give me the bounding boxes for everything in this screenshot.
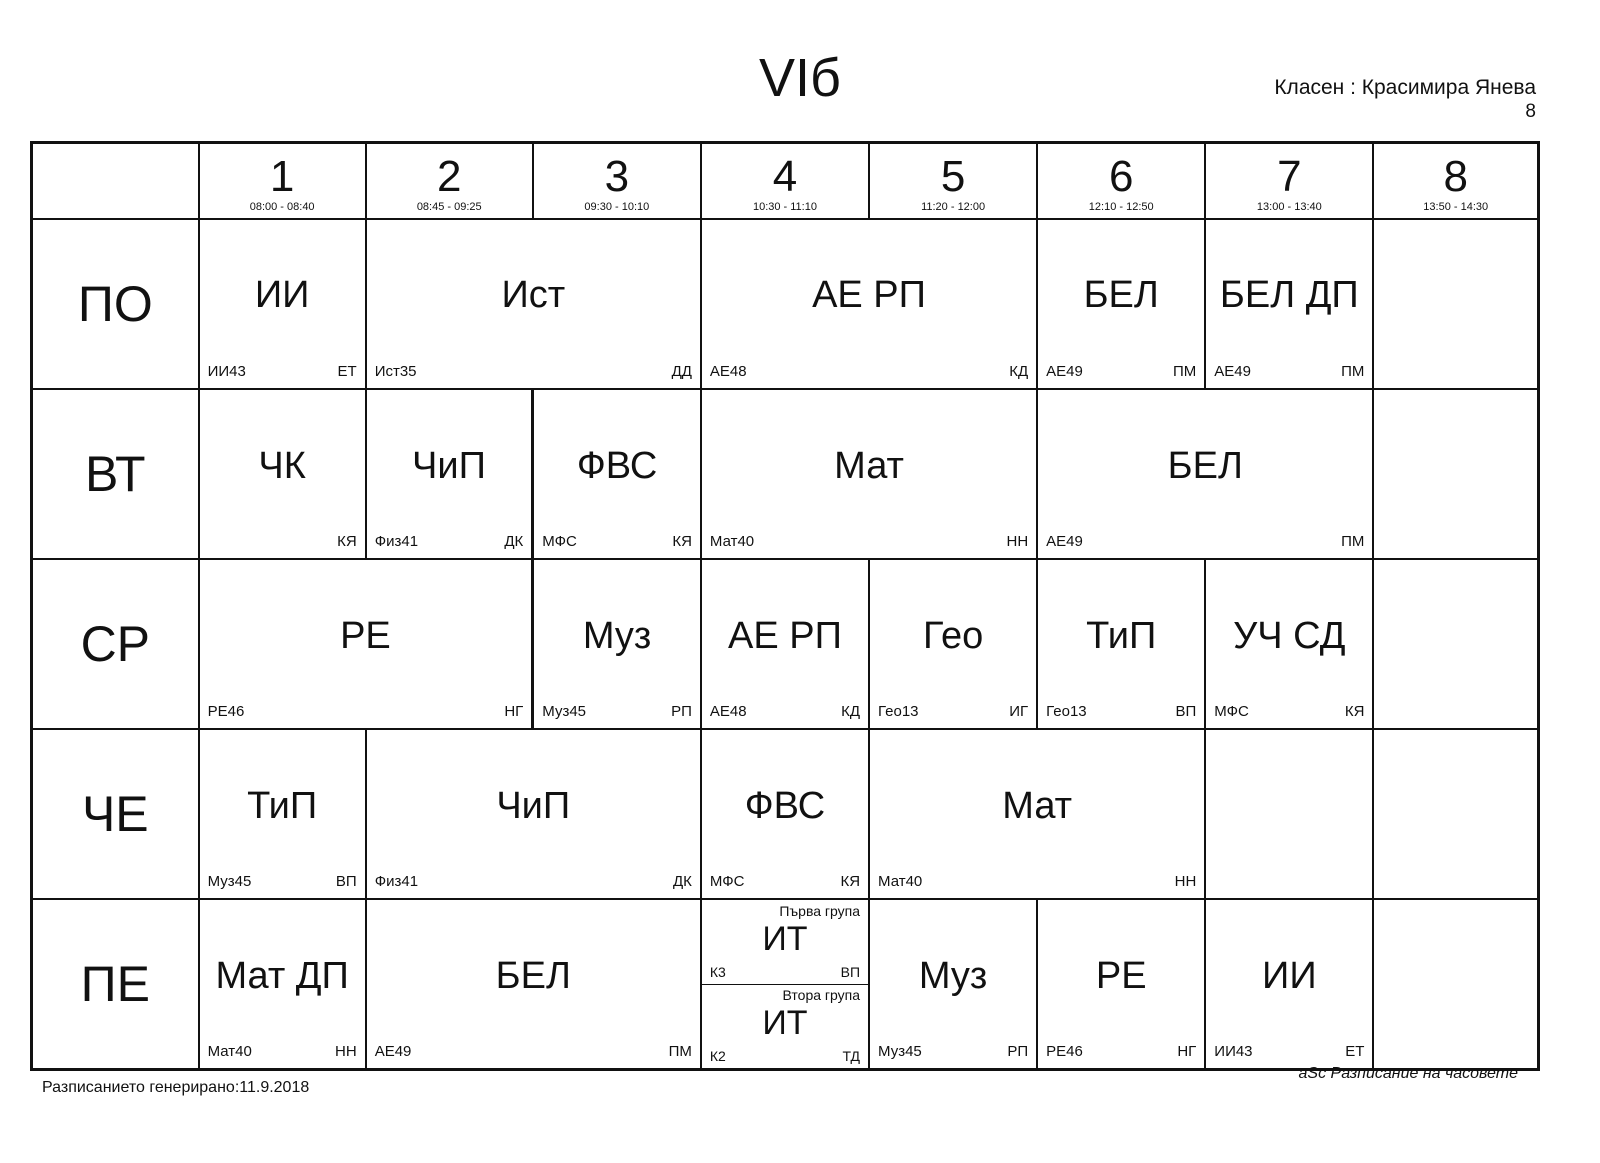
lesson-subject: ЧК [258, 444, 306, 487]
period-number: 2 [436, 152, 462, 202]
period-number: 4 [772, 152, 798, 202]
period-time: 09:30 - 10:10 [584, 201, 650, 214]
lesson-subject: Гео [922, 614, 984, 657]
day-row-monday [32, 219, 1539, 389]
period-time: 11:20 - 12:00 [921, 201, 986, 214]
day-row-thursday [32, 729, 1539, 899]
lesson-room: Физ41 [374, 873, 419, 891]
lesson-subject: УЧ СД [1233, 614, 1346, 657]
lesson-room: АЕ48 [709, 703, 747, 721]
lesson-room: Мат40 [709, 533, 755, 551]
lesson-room: Гео13 [1046, 703, 1087, 721]
day-row-tuesday [32, 389, 1539, 559]
lesson-cell [1205, 219, 1373, 389]
empty-cell [1373, 899, 1538, 1069]
day-label: ЧЕ [81, 786, 149, 843]
period-time: 13:50 - 14:30 [1423, 201, 1489, 214]
lesson-cell [1037, 389, 1373, 559]
day-row-friday [32, 899, 1539, 1069]
lesson-subject: ИИ [1262, 954, 1317, 997]
lesson-room: АЕ48 [709, 363, 747, 380]
period-header [533, 143, 701, 219]
lesson-cell [199, 389, 366, 559]
day-label: ПО [77, 275, 153, 332]
lesson-subject: РЕ [1095, 954, 1147, 997]
lesson-room: Физ41 [374, 533, 419, 551]
lesson-subject: АЕ РП [728, 614, 842, 657]
lesson-teacher: КЯ [840, 873, 861, 891]
period-number: 3 [604, 152, 630, 202]
group-half-second [702, 984, 868, 1068]
period-header [366, 143, 533, 219]
period-header [199, 143, 366, 219]
lesson-room: МФС [542, 533, 577, 551]
day-label-cell [32, 729, 199, 899]
day-label: ВТ [85, 446, 146, 503]
lesson-subject: Мат [834, 444, 904, 487]
lesson-teacher: ВП [840, 964, 861, 981]
lesson-teacher: ПМ [1173, 363, 1197, 380]
lesson-teacher: НН [1174, 873, 1197, 891]
lesson-teacher: ДД [671, 363, 692, 380]
lesson-subject: БЕЛ [1083, 274, 1159, 317]
generated-date: Разписанието генерирано:11.9.2018 [42, 1079, 310, 1096]
lesson-room: Мат40 [207, 1043, 252, 1060]
lesson-subject: Ист [501, 274, 566, 317]
lesson-room: АЕ49 [374, 1043, 412, 1060]
lesson-cell [366, 729, 701, 899]
period-time: 08:45 - 09:25 [416, 201, 482, 214]
day-label-cell [32, 899, 199, 1069]
lesson-room: Гео13 [878, 703, 919, 721]
lesson-subject: Мат [1002, 784, 1073, 827]
lesson-teacher: ЕТ [1345, 1043, 1365, 1060]
period-header [701, 143, 869, 219]
lesson-cell [199, 729, 366, 899]
lesson-room: АЕ49 [1046, 363, 1083, 380]
lesson-teacher: ПМ [1341, 533, 1365, 551]
lesson-room: ИИ43 [1214, 1043, 1253, 1060]
period-number: 7 [1277, 152, 1302, 202]
lesson-teacher: НН [335, 1043, 357, 1060]
lesson-teacher: КД [1009, 363, 1029, 380]
lesson-cell [701, 559, 869, 729]
lesson-subject: Мат ДП [215, 954, 349, 997]
lesson-room: ИИ43 [207, 363, 246, 380]
lesson-teacher: ПМ [1341, 363, 1365, 380]
lesson-teacher: ЕТ [337, 363, 357, 380]
period-number: 6 [1108, 152, 1134, 202]
period-header-row [32, 143, 1539, 219]
class-teacher: Класен : Красимира Янева [1274, 76, 1536, 99]
lesson-subject: АЕ РП [812, 274, 926, 317]
lesson-room: Муз45 [542, 703, 587, 721]
lesson-cell [701, 219, 1037, 389]
day-label: СР [80, 616, 151, 673]
period-time: 12:10 - 12:50 [1088, 201, 1154, 214]
lesson-teacher: ВП [335, 873, 357, 891]
lesson-teacher: КЯ [337, 533, 357, 551]
group-label: Първа група [779, 903, 861, 920]
lesson-room: Муз45 [878, 1043, 922, 1060]
lesson-subject: БЕЛ ДП [1219, 274, 1359, 317]
lesson-teacher: РП [1007, 1043, 1029, 1060]
period-header [1037, 143, 1205, 219]
lesson-subject: ИТ [762, 1004, 808, 1043]
empty-cell [1373, 559, 1538, 729]
lesson-subject: БЕЛ [495, 954, 571, 997]
lesson-cell [1205, 899, 1373, 1069]
lesson-teacher: НГ [504, 703, 524, 721]
period-header [1205, 143, 1373, 219]
day-label-cell [32, 389, 199, 559]
lesson-cell [199, 219, 366, 389]
lesson-teacher: КД [841, 703, 861, 721]
lesson-subject: ЧиП [496, 784, 571, 827]
lesson-subject: ИТ [762, 920, 808, 959]
lesson-room: К3 [709, 964, 726, 981]
group-split [702, 900, 868, 1068]
lesson-subject: Муз [918, 954, 988, 997]
lesson-cell [199, 899, 366, 1069]
lesson-room: МФС [709, 873, 745, 891]
lesson-cell [869, 729, 1205, 899]
lesson-room: Мат40 [878, 873, 923, 891]
lesson-cell [701, 729, 869, 899]
lesson-subject: ТиП [1086, 614, 1157, 657]
lesson-subject: РЕ [340, 614, 391, 657]
day-label-cell [32, 219, 199, 389]
lesson-room: РЕ46 [207, 703, 245, 721]
period-number: 8 [1443, 152, 1468, 202]
empty-cell [1373, 729, 1538, 899]
lesson-subject: ИИ [254, 274, 310, 317]
timetable [30, 141, 1540, 1071]
day-row-wednesday [32, 559, 1539, 729]
day-label: ПЕ [80, 956, 150, 1013]
empty-cell [1205, 729, 1373, 899]
lesson-room: АЕ49 [1214, 363, 1251, 380]
period-header [1373, 143, 1538, 219]
group-label: Втора група [782, 987, 861, 1004]
group-half-first [702, 900, 868, 985]
lesson-cell [1037, 559, 1205, 729]
lesson-teacher: ИГ [1009, 703, 1029, 721]
lesson-teacher: ВП [1175, 703, 1197, 721]
lesson-subject: Муз [582, 614, 652, 657]
lesson-cell [869, 899, 1037, 1069]
lesson-cell [366, 389, 533, 559]
lesson-room: Муз45 [207, 873, 252, 891]
lesson-room: К2 [709, 1048, 726, 1064]
lesson-subject: ЧиП [412, 444, 486, 487]
lesson-teacher: НН [1006, 533, 1029, 551]
lesson-room: АЕ49 [1046, 533, 1083, 551]
day-label-cell [32, 559, 199, 729]
lesson-cell [701, 389, 1037, 559]
lesson-cell [366, 219, 701, 389]
lesson-cell [1205, 559, 1373, 729]
lesson-cell [366, 899, 701, 1069]
period-header [869, 143, 1037, 219]
period-time: 13:00 - 13:40 [1256, 201, 1322, 214]
lesson-teacher: НГ [1177, 1043, 1197, 1060]
period-number: 5 [940, 152, 966, 202]
lesson-subject: ФВС [576, 444, 658, 487]
lesson-room: РЕ46 [1046, 1043, 1083, 1060]
period-number: 1 [269, 152, 295, 202]
lesson-room: Ист35 [374, 363, 417, 380]
class-title: VIб [759, 48, 841, 108]
page-number: 8 [1525, 101, 1536, 122]
lesson-subject: ТиП [247, 784, 318, 827]
lesson-subject: ФВС [744, 784, 826, 827]
lesson-teacher: ДК [504, 533, 524, 551]
lesson-cell [869, 559, 1037, 729]
lesson-teacher: КЯ [1344, 703, 1365, 721]
software-credit: aSc Разписание на часовете [1298, 1065, 1518, 1082]
group-lesson-cell [701, 899, 869, 1069]
empty-cell [1373, 389, 1538, 559]
lesson-teacher: ДК [673, 873, 692, 891]
lesson-teacher: ТД [842, 1048, 861, 1064]
lesson-cell [1037, 899, 1205, 1069]
lesson-teacher: ПМ [668, 1043, 692, 1060]
lesson-teacher: РП [671, 703, 692, 721]
lesson-room: МФС [1214, 703, 1249, 721]
lesson-teacher: КЯ [672, 533, 692, 551]
lesson-cell [1037, 219, 1205, 389]
period-time: 08:00 - 08:40 [249, 201, 315, 214]
empty-cell [1373, 219, 1538, 389]
lesson-cell [533, 559, 701, 729]
period-time: 10:30 - 11:10 [752, 201, 817, 214]
lesson-cell [199, 559, 533, 729]
lesson-subject: БЕЛ [1167, 444, 1243, 487]
corner-cell [32, 143, 199, 219]
lesson-cell [533, 389, 701, 559]
